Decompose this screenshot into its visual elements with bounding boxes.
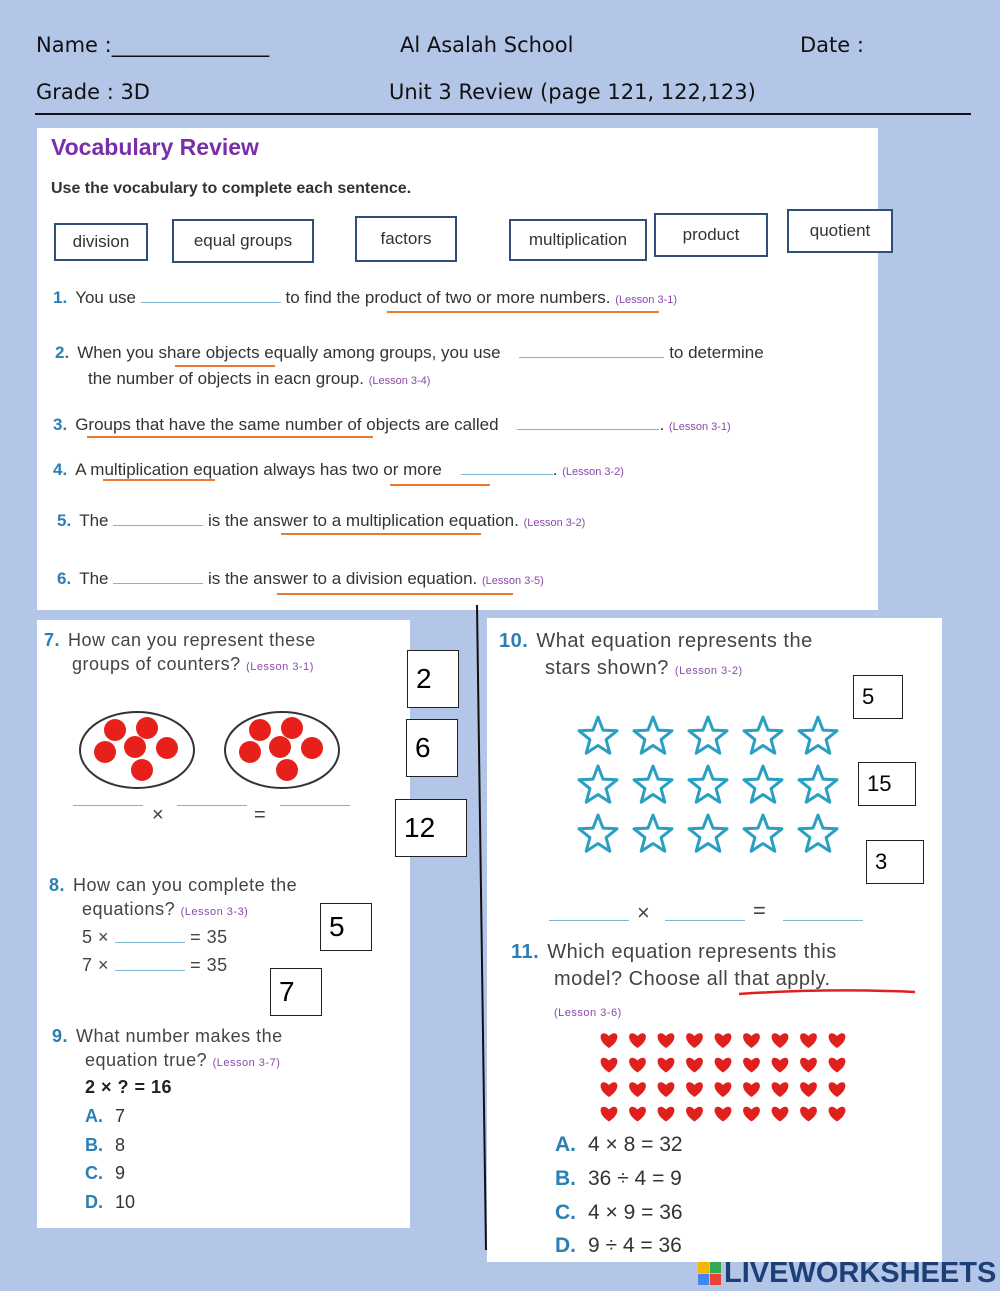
counters-model [77,705,377,795]
counter [156,737,178,759]
q9-option-b[interactable]: B. 8 [85,1135,126,1155]
star [689,717,727,753]
counter [301,737,323,759]
star [634,717,672,753]
heart [772,1033,789,1048]
counter [269,736,291,758]
q9-prompt: 9. What number makes the [52,1026,283,1046]
answer-q7-per-group[interactable]: 6 [406,719,458,777]
answer-q10-total[interactable]: 15 [858,762,916,806]
heart [772,1058,789,1073]
grade-label: Grade : 3D [36,80,150,104]
counter [239,741,261,763]
date-label: Date : [800,33,864,57]
counter [249,719,271,741]
star [799,766,837,802]
heart [629,1107,646,1122]
word-division[interactable]: division [54,223,148,261]
star [579,766,617,802]
star [634,766,672,802]
vocab-question-4: 4. A multiplication equation always has two or more . (Lesson 3-2) [53,460,624,479]
vocab-title: Vocabulary Review [51,134,259,160]
answer-q10-rows[interactable]: 3 [866,840,924,884]
heart [686,1058,703,1073]
heart [658,1033,675,1048]
q11-option-b[interactable]: B. 36 ÷ 4 = 9 [555,1167,682,1190]
heart [743,1033,760,1048]
header-divider [35,113,971,115]
unit-title: Unit 3 Review (page 121, 122,123) [389,80,756,104]
heart [715,1058,732,1073]
counter [104,719,126,741]
q9-option-a[interactable]: A. 7 [85,1106,126,1126]
counter [131,759,153,781]
heart [601,1033,618,1048]
answer-q7-groups[interactable]: 2 [407,650,459,708]
star [634,815,672,851]
heart [629,1082,646,1097]
heart [800,1082,817,1097]
heart [629,1033,646,1048]
word-factors[interactable]: factors [355,216,457,262]
heart [800,1107,817,1122]
live-icon [698,1262,721,1285]
heart [715,1082,732,1097]
star [689,815,727,851]
answer-q8-2[interactable]: 7 [270,968,322,1016]
heart [743,1082,760,1097]
red-underline [737,988,917,1000]
heart [772,1107,789,1122]
heart [829,1082,846,1097]
q9-option-d[interactable]: D. 10 [85,1192,136,1212]
q11-option-d[interactable]: D. 9 ÷ 4 = 36 [555,1234,682,1257]
heart [829,1033,846,1048]
q10-prompt: 10. What equation represents the [499,630,813,652]
counter [124,736,146,758]
vocab-instruction: Use the vocabulary to complete each sentence. [51,180,412,197]
star [689,766,727,802]
vocab-question-6: 6. The is the answer to a division equation. (Lesson 3-5) [57,569,544,588]
vocab-question-1: 1. You use to find the product of two or more numbers. (Lesson 3-1) [53,288,678,307]
q9-option-c[interactable]: C. 9 [85,1163,126,1183]
star [799,717,837,753]
answer-q7-total[interactable]: 12 [395,799,467,857]
hearts-model [592,1026,852,1126]
stars-model [567,713,847,858]
heart [800,1058,817,1073]
word-quotient[interactable]: quotient [787,209,893,253]
blank-2[interactable] [519,343,664,358]
q7-prompt: 7. How can you represent these [44,630,316,650]
blank-4[interactable] [461,460,553,475]
star [744,766,782,802]
school-name: Al Asalah School [400,33,574,57]
word-product[interactable]: product [654,213,768,257]
name-label: Name :_______________ [36,33,270,57]
left-questions-panel: 7. How can you represent these groups of counters? (Lesson 3-1) × = 8. How can you complete the equations? (Lesson 3-3) 5 × = 35 7 × = 35 9. What number makes the equation true? (Lesson 3-7) 2 × ? = 16 A. 7 B. 8 C. 9 D. 10 [37,620,410,1228]
heart [829,1107,846,1122]
q9-equation: 2 × ? = 16 [85,1077,173,1097]
heart [601,1107,618,1122]
blank-6[interactable] [113,569,203,584]
heart [715,1033,732,1048]
vocab-question-5: 5. The is the answer to a multiplication equation. (Lesson 3-2) [57,511,586,530]
q11-option-c[interactable]: C. 4 × 9 = 36 [555,1201,683,1224]
counter [94,741,116,763]
star [744,717,782,753]
star [579,717,617,753]
heart [686,1082,703,1097]
star [744,815,782,851]
counter [136,717,158,739]
heart [629,1058,646,1073]
heart [658,1058,675,1073]
heart [658,1107,675,1122]
heart [743,1107,760,1122]
q11-prompt: 11. Which equation represents this [511,941,837,963]
liveworksheets-logo: LIVEWORKSHEETS [698,1257,996,1290]
star [579,815,617,851]
heart [743,1058,760,1073]
heart [715,1107,732,1122]
heart [686,1107,703,1122]
heart [601,1058,618,1073]
answer-q8-1[interactable]: 5 [320,903,372,951]
q8-prompt: 8. How can you complete the [49,875,298,895]
word-equal-groups[interactable]: equal groups [172,219,314,263]
blank-1[interactable] [141,288,281,303]
answer-q10-columns[interactable]: 5 [853,675,903,719]
vocabulary-panel: Vocabulary Review Use the vocabulary to complete each sentence. division equal groups factors multiplication product quotient 1. You use to find the product of two or more numbers. (Lesson 3-1) 2. When you share objects equally among groups, you use to determine the number of objects in eacn group. (Lesson 3-4) 3. Groups that have the same number of objects are called . (Lesson 3-1) 4. A multiplication equation always has two or more . (Lesson 3-2) 5. The is the answer to a multiplication equation. (Lesson 3-2) 6. The is the answer to a division equation. (Lesson 3-5) [37,128,878,610]
right-questions-panel: 10. What equation represents the stars shown? (Lesson 3-2) × = 11. Which equation represents this model? Choose all that apply. (Lesson 3-6) A. 4 × 8 = 32 B. 36 ÷ 4 = 9 C. 4 × 9 = 36 D. 9 ÷ 4 = 36 [487,618,942,1262]
heart [772,1082,789,1097]
star [799,815,837,851]
counter [281,717,303,739]
blank-5[interactable] [113,511,203,526]
counter [276,759,298,781]
heart [601,1082,618,1097]
blank-3[interactable] [517,415,659,430]
vocab-question-3: 3. Groups that have the same number of objects are called . (Lesson 3-1) [53,415,731,434]
q11-option-a[interactable]: A. 4 × 8 = 32 [555,1133,683,1156]
heart [686,1033,703,1048]
word-multiplication[interactable]: multiplication [509,219,647,261]
heart [829,1058,846,1073]
heart [800,1033,817,1048]
heart [658,1082,675,1097]
vocab-question-2: 2. When you share objects equally among groups, you use to determine [55,343,764,362]
